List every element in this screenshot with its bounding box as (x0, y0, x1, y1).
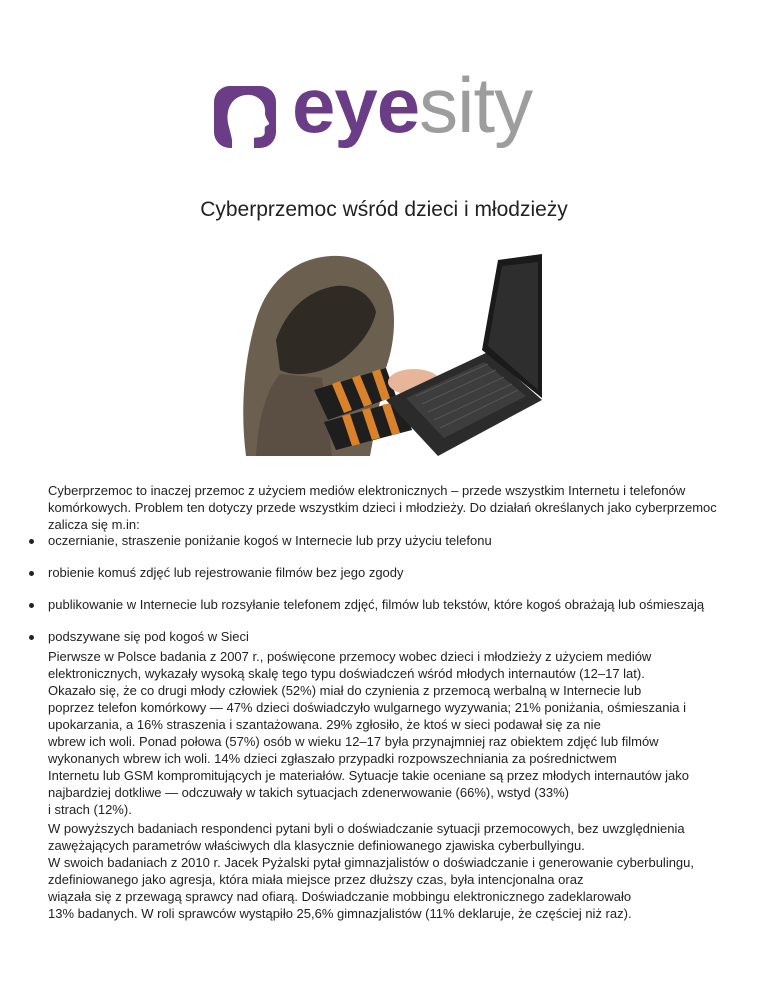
bullet-icon (29, 603, 34, 608)
list-item-text: podszywane się pod kogoś w Sieci (48, 629, 249, 644)
intro-paragraph: Cyberprzemoc to inaczej przemoc z użyciem mediów elektronicznych – przede wszystkim Internetu i telefonów komórkowych. Problem ten dotyczy przede wszystkim dzieci i młodzieży. Do działań określanych jako cyberprzemoc zalicza się m.in: (48, 483, 717, 532)
page-title: Cyberprzemoc wśród dzieci i młodzieży (200, 198, 568, 221)
text-line: upokarzania, a 16% straszenia i szantażowana. 29% zgłosiło, że ktoś w sieci podawał się za nie (48, 717, 601, 732)
research-paragraph-2007 (48, 648, 728, 818)
logo-wordmark (292, 61, 533, 149)
text-line: wykonanych wbrew ich woli. 14% dzieci zgłaszało przypadki rozpowszechniania za pośrednictwem (48, 751, 617, 766)
text-line: 13% badanych. W roli sprawców wystąpiło 25,6% gimnazjalistów (11% deklaruje, że częściej niż raz). (48, 906, 632, 921)
bullet-icon (29, 635, 34, 640)
hooded-person-laptop-illustration (236, 250, 542, 456)
text-line: W powyższych badaniach respondenci pytani byli o doświadczanie sytuacji przemocowych, bez uwzględnienia (48, 821, 685, 836)
text-line: Pierwsze w Polsce badania z 2007 r., poświęcone przemocy wobec dzieci i młodzieży z użyciem mediów (48, 649, 652, 664)
text-line: Okazało się, że co drugi młody człowiek (52%) miał do czynienia z przemocą werbalną w Internecie lub (48, 683, 642, 698)
text-line: wiązała się z przewagą sprawcy nad ofiarą. Doświadczanie mobbingu elektronicznego zadeklarowało (48, 889, 632, 904)
list-item (0, 596, 768, 628)
head-silhouette-icon (210, 82, 280, 152)
text-line: poprzez telefon komórkowy — 47% dzieci doświadczyło wulgarnego wyzywania; 21% poniżania, ośmieszania i (48, 700, 687, 715)
bullet-icon (29, 539, 34, 544)
text-line: W swoich badaniach z 2010 r. Jacek Pyżalski pytał gimnazjalistów o doświadczanie i generowanie cyberbulingu, (48, 855, 695, 870)
list-item-text: oczernianie, straszenie poniżanie kogoś w Internecie lub przy użyciu telefonu (48, 533, 492, 548)
text-line: wbrew ich woli. Ponad połowa (57%) osób w wieku 12–17 była przynajmniej raz obiektem zdjęć lub filmów (48, 734, 659, 749)
list-item (0, 532, 768, 564)
text-line: zdefiniowanego jako agresja, która miała miejsce przez dłuższy czas, była intencjonalna oraz (48, 872, 584, 887)
text-line: zawężających parametrów właściwych dla klasycznie definiowanego zjawiska cyberbullyingu. (48, 838, 585, 853)
research-paragraph-2010 (48, 820, 728, 922)
list-item (0, 564, 768, 596)
text-line: elektronicznych, wykazały wysoką skalę tego typu doświadczeń wśród młodych internautów (12–17 lat). (48, 666, 645, 681)
list-item-text: publikowanie w Internecie lub rozsyłanie telefonem zdjęć, filmów lub tekstów, które kogoś obrażają lub ośmieszają (48, 597, 705, 612)
text-line: Internetu lub GSM kompromitujących je materiałów. Sytuacje takie oceniane są przez młodych internautów jako (48, 768, 689, 783)
eyesity-logo (210, 61, 570, 158)
bullet-icon (29, 571, 34, 576)
text-line: najbardziej dotkliwe — odczuwały w takich sytuacjach zdenerwowanie (66%), wstyd (33%) (48, 785, 569, 800)
text-line: i strach (12%). (48, 802, 132, 817)
list-item-text: robienie komuś zdjęć lub rejestrowanie filmów bez jego zgody (48, 565, 404, 580)
bullet-list (0, 532, 768, 660)
logo-text-eye: eye (292, 61, 420, 149)
logo-text-sity: sity (419, 61, 533, 149)
